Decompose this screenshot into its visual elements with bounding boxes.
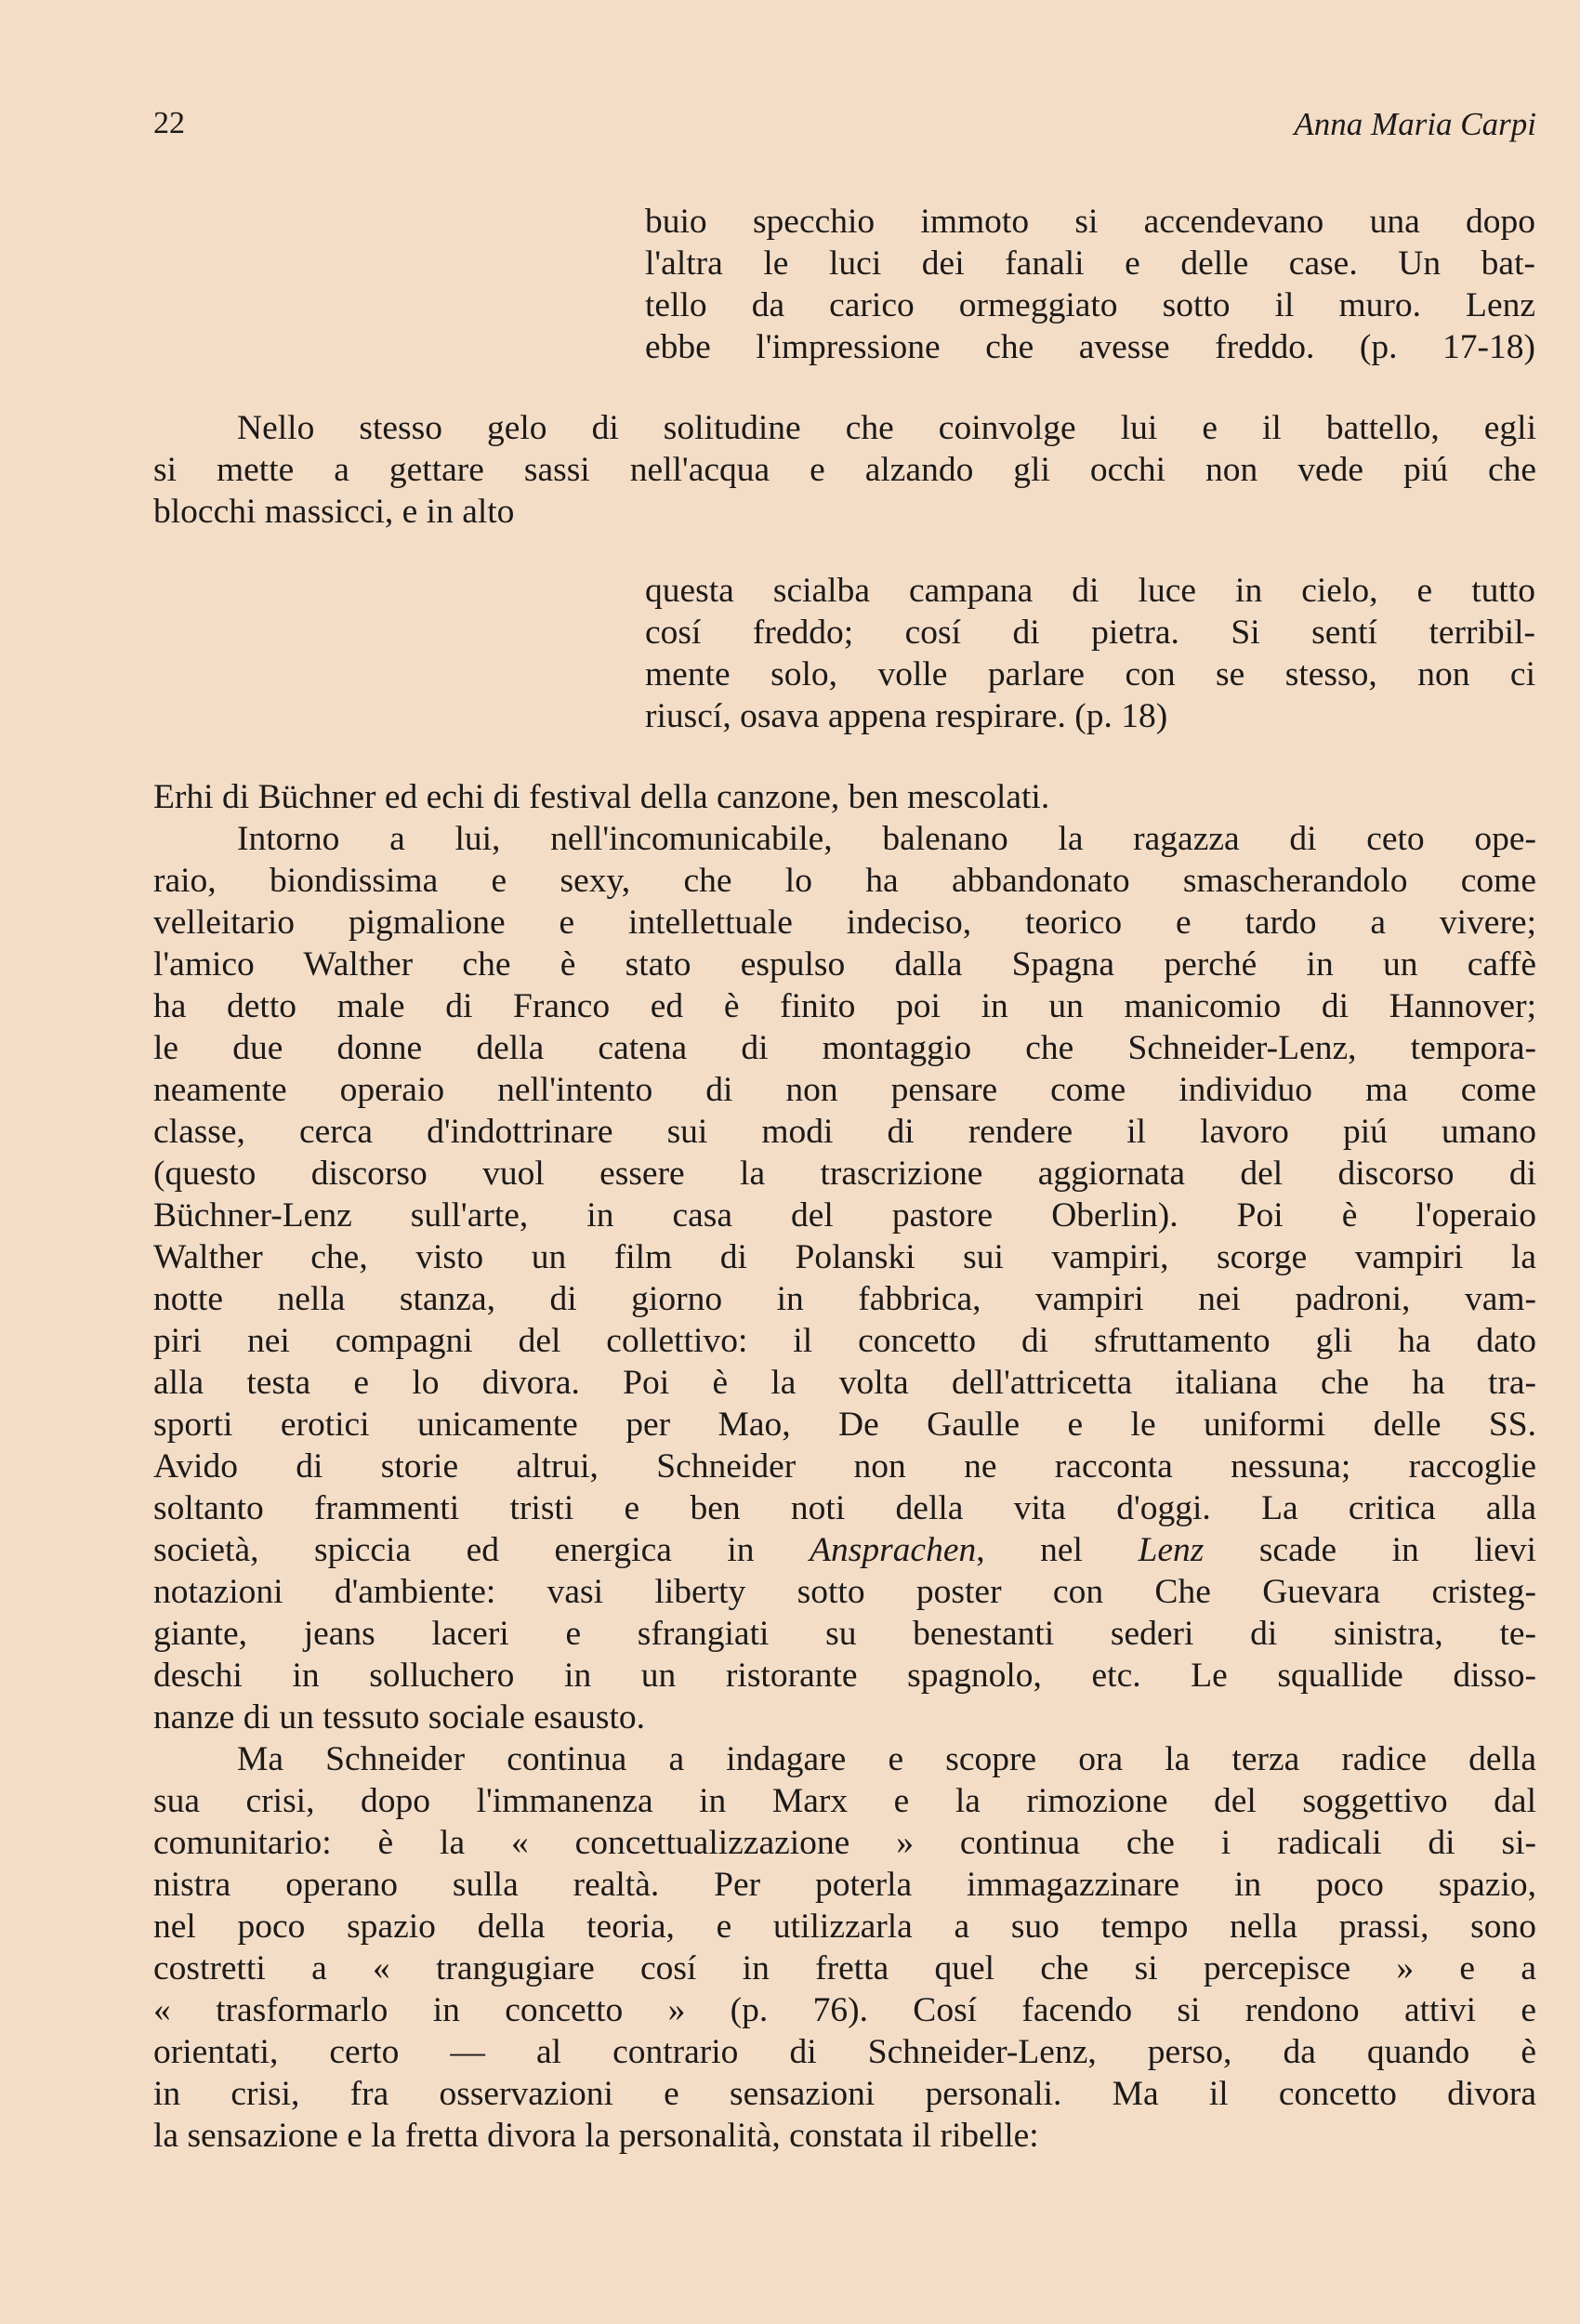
text-line: comunitario: è la « concettualizzazione » continua che i radicali di si- (153, 1824, 1536, 1862)
text-line: Avido di storie altrui, Schneider non ne racconta nessuna; raccoglie (153, 1447, 1536, 1486)
text-line: nel poco spazio della teoria, e utilizzarla a suo tempo nella prassi, sono (153, 1908, 1536, 1946)
text-line: Intorno a lui, nell'incomunicabile, balenano la ragazza di ceto ope- (237, 820, 1536, 858)
text-line: nistra operano sulla realtà. Per poterla immagazzinare in poco spazio, (153, 1866, 1536, 1904)
text-line: Büchner-Lenz sull'arte, in casa del pastore Oberlin). Poi è l'operaio (153, 1196, 1536, 1235)
text-segment: scade in lievi (1204, 1531, 1536, 1569)
page-number: 22 (153, 106, 185, 140)
italic-title-lenz: Lenz (1138, 1531, 1205, 1569)
text-line: neamente operaio nell'intento di non pensare come individuo ma come (153, 1071, 1536, 1109)
text-line: notte nella stanza, di giorno in fabbrica, vampiri nei padroni, vam- (153, 1280, 1536, 1318)
text-line: deschi in solluchero in un ristorante spagnolo, etc. Le squallide disso- (153, 1657, 1536, 1695)
paragraph-1 (153, 407, 1536, 533)
block-quote-2 (645, 570, 1535, 737)
quote-line: tello da carico ormeggiato sotto il muro. Lenz (645, 286, 1535, 324)
text-line-mixed (153, 1529, 1536, 1571)
text-line: blocchi massicci, e in alto (153, 493, 515, 531)
text-line: Ma Schneider continua a indagare e scopre ora la terza radice della (237, 1740, 1536, 1778)
text-line: sporti erotici unicamente per Mao, De Gaulle e le uniformi delle SS. (153, 1406, 1536, 1444)
quote-line: questa scialba campana di luce in cielo, e tutto (645, 572, 1535, 610)
text-line: sua crisi, dopo l'immanenza in Marx e la rimozione del soggettivo dal (153, 1782, 1536, 1820)
quote-line: riuscí, osava appena respirare. (p. 18) (645, 697, 1168, 735)
text-line: (questo discorso vuol essere la trascrizione aggiornata del discorso di (153, 1155, 1536, 1193)
text-line: in crisi, fra osservazioni e sensazioni personali. Ma il concetto divora (153, 2075, 1536, 2113)
text-line: velleitario pigmalione e intellettuale indeciso, teorico e tardo a vivere; (153, 904, 1536, 942)
text-line: nanze di un tessuto sociale esausto. (153, 1698, 646, 1736)
quote-line: l'altra le luci dei fanali e delle case. Un bat- (645, 244, 1535, 283)
quote-line: cosí freddo; cosí di pietra. Si sentí terribil- (645, 614, 1535, 652)
text-line: orientati, certo — al contrario di Schneider-Lenz, perso, da quando è (153, 2033, 1536, 2071)
text-line: notazioni d'ambiente: vasi liberty sotto poster con Che Guevara cristeg- (153, 1573, 1536, 1611)
text-line: raio, biondissima e sexy, che lo ha abbandonato smascherandolo come (153, 862, 1536, 900)
italic-title-ansprachen: Ansprachen (810, 1531, 977, 1569)
block-quote-1 (645, 201, 1535, 368)
text-line: l'amico Walther che è stato espulso dalla Spagna perché in un caffè (153, 945, 1536, 984)
paragraph-body (153, 776, 1536, 2157)
text-line: classe, cerca d'indottrinare sui modi di rendere il lavoro piú umano (153, 1113, 1536, 1151)
text-line: le due donne della catena di montaggio che Schneider-Lenz, tempora- (153, 1029, 1536, 1067)
text-line: Walther che, visto un film di Polanski sui vampiri, scorge vampiri la (153, 1238, 1536, 1276)
running-head: Anna Maria Carpi (1294, 106, 1536, 142)
text-line: soltanto frammenti tristi e ben noti della vita d'oggi. La critica alla (153, 1489, 1536, 1527)
text-segment: società, spiccia ed energica in (153, 1531, 810, 1569)
text-line: giante, jeans laceri e sfrangiati su benestanti sederi di sinistra, te- (153, 1615, 1536, 1653)
quote-line: ebbe l'impressione che avesse freddo. (p. 17-18) (645, 328, 1535, 366)
text-line: piri nei compagni del collettivo: il concetto di sfruttamento gli ha dato (153, 1322, 1536, 1360)
quote-line: mente solo, volle parlare con se stesso, non ci (645, 655, 1535, 693)
text-line: alla testa e lo divora. Poi è la volta dell'attricetta italiana che ha tra- (153, 1364, 1536, 1402)
text-line: ha detto male di Franco ed è finito poi in un manicomio di Hannover; (153, 987, 1536, 1025)
text-segment: , nel (976, 1531, 1139, 1569)
text-line: Nello stesso gelo di solitudine che coinvolge lui e il battello, egli (237, 409, 1536, 447)
text-line: la sensazione e la fretta divora la personalità, constata il ribelle: (153, 2117, 1039, 2155)
text-line: costretti a « trangugiare cosí in fretta quel che si percepisce » e a (153, 1949, 1536, 1987)
text-line: Erhi di Büchner ed echi di festival della canzone, ben mescolati. (153, 778, 1050, 816)
page-header (153, 106, 1536, 152)
quote-line: buio specchio immoto si accendevano una dopo (645, 203, 1535, 241)
text-line: si mette a gettare sassi nell'acqua e alzando gli occhi non vede piú che (153, 451, 1536, 489)
text-line: « trasformarlo in concetto » (p. 76). Cosí facendo si rendono attivi e (153, 1991, 1536, 2029)
